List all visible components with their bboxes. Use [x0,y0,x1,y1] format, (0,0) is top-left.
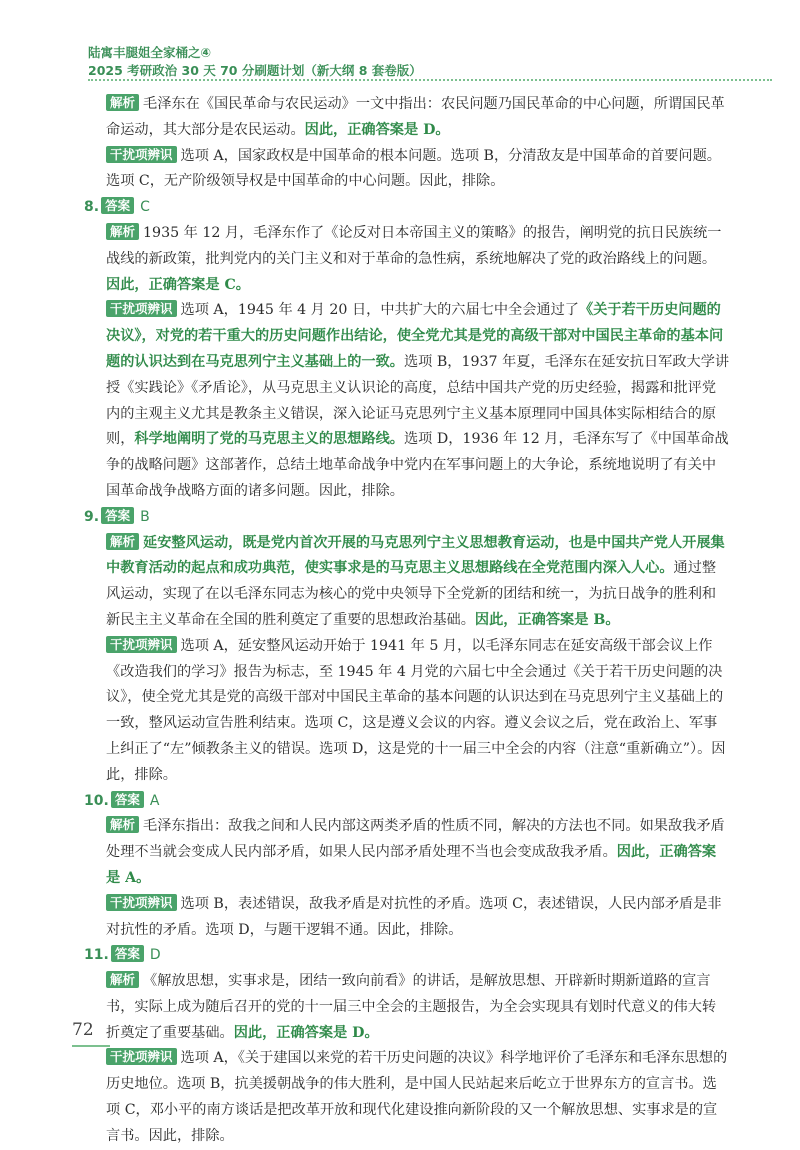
q9-header [84,505,730,531]
q8-distractor-a: 选项 A，1945 年 4 月 20 日，中共扩大的六届七中全会通过了 [180,302,579,319]
distractor-tag: 干扰项辨识 [106,300,177,317]
q7-analysis-conclusion: 因此，正确答案是 D。 [304,121,450,138]
answer-tag: 答案 [111,945,144,962]
q7-analysis [88,92,730,144]
q9-distractor [88,634,730,789]
answer-tag: 答案 [101,197,134,214]
q9-analysis-text: 通过整风运动，实现了在以毛泽东同志为核心的党中央领导下全党新的团结和统一，为抗日战争的胜利和新民主主义革命在全国的胜利奠定了重要的思想政治基础。 [106,560,717,628]
q9-answer: B [140,508,150,525]
q10-number: 10. [84,792,109,809]
header-series-title: 陆寓丰腿姐全家桶之④ [88,45,212,60]
distractor-tag: 干扰项辨识 [106,1048,177,1065]
q10-analysis [88,814,730,891]
q8-distractor-b: 选项 B，1937 年夏，毛泽东在延安抗日军政大学讲授《实践论》《矛盾论》，从马克思主义认识论的高度，总结中国共产党的历史经验，揭露和批评党内的主观主义尤其是教条主义错误，深入论证马克思列宁主义基本原理同中国具体实际相结合的原则， [106,353,730,448]
q8-distractor-d: 选项 D，1936 年 12 月，毛泽东写了《中国革命战争的战略问题》这部著作，总结土地革命战争中党内在军事问题上的大争论，系统地说明了有关中国革命战争战略方面的诸多问题。因此，排除。 [106,431,729,499]
q9-number: 9. [84,508,100,525]
q8-header [84,195,730,221]
page-number: 72 [72,1020,94,1040]
answer-tag: 答案 [111,791,144,808]
q11-analysis-conclusion: 因此，正确答案是 D。 [233,1024,379,1041]
analysis-tag: 解析 [106,223,139,240]
q9-distractor-text: 选项 A，延安整风运动开始于 1941 年 5 月，以毛泽东同志在延安高级干部会议上作《改造我们的学习》报告为标志，至 1945 年 4 月党的六届七中全会通过《关于若干历史问题的决议》，使全党尤其是党的高级干部对中国民主革命的基本问题的认识达到在马克思列宁主义基础上的一致，整风运动宣告胜利结束。选项 C，这是遵义会议的内容。遵义会议之后，党在政治上、军事上纠正了“左”倾教条主义的错误。选项 D，这是党的十一届三中全会的内容（注意“重新确立”）。因此，排除。 [106,637,726,783]
page-number-underline [72,1045,110,1047]
q8-distractor-highlight-2: 科学地阐明了党的马克思主义的思想路线。 [134,431,404,448]
q10-analysis-text: 毛泽东指出：敌我之间和人民内部这两类矛盾的性质不同，解决的方法也不同。如果敌我矛盾处理不当就会变成人民内部矛盾，如果人民内部矛盾处理不当也会变成敌我矛盾。 [106,818,725,861]
q9-analysis [88,531,730,634]
q11-analysis-text: 《解放思想，实事求是，团结一致向前看》的讲话，是解放思想、开辟新时期新道路的宣言书，实际上成为随后召开的党的十一届三中全会的主题报告，为全会实现具有划时代意义的伟大转折奠定了重要基础。 [106,973,717,1041]
q8-analysis-conclusion: 因此，正确答案是 C。 [106,276,250,293]
q8-distractor-highlight-1: 《关于若干历史问题的决议》，对党的若干重大的历史问题作出结论，使全党尤其是党的高级干部对中国民主革命的基本问题的认识达到在马克思列宁主义基础上的一致。 [106,302,724,370]
distractor-tag: 干扰项辨识 [106,146,177,163]
q8-analysis-text: 1935 年 12 月，毛泽东作了《论反对日本帝国主义的策略》的报告，阐明党的抗日民族统一战线的新政策，批判党内的关门主义和对于革命的急性病，系统地解决了党的政治路线上的问题。 [106,224,722,267]
distractor-tag: 干扰项辨识 [106,894,177,911]
analysis-tag: 解析 [106,971,139,988]
q10-distractor [88,892,730,944]
q11-header [84,943,730,969]
distractor-tag: 干扰项辨识 [106,636,177,653]
q7-analysis-text: 毛泽东在《国民革命与农民运动》一文中指出：农民问题乃国民革命的中心问题，所谓国民革命运动，其大部分是农民运动。 [106,96,725,138]
header-divider [88,79,772,81]
q10-header [84,789,730,815]
header-book-title: 2025 考研政治 30 天 70 分刷题计划（新大纲 8 套卷版） [88,63,422,78]
answer-tag: 答案 [101,507,134,524]
q7-distractor [88,144,730,196]
analysis-tag: 解析 [106,816,139,833]
q10-answer: A [149,792,160,809]
q8-answer: C [140,199,150,216]
q9-analysis-conclusion: 因此，正确答案是 B。 [474,611,620,628]
q10-analysis-conclusion: 因此，正确答案是 A。 [106,844,717,886]
q11-number: 11. [84,947,109,964]
q11-analysis [88,969,730,1046]
analysis-tag: 解析 [106,94,139,111]
q11-distractor [88,1046,730,1149]
q8-analysis [88,221,730,298]
analysis-tag: 解析 [106,533,139,550]
answer-content [84,92,730,1150]
q10-distractor-text: 选项 B，表述错误，敌我矛盾是对抗性的矛盾。选项 C，表述错误，人民内部矛盾是非对抗性的矛盾。选项 D，与题干逻辑不通。因此，排除。 [106,895,722,938]
q8-distractor [88,298,730,504]
q9-analysis-highlight: 延安整风运动，既是党内首次开展的马克思列宁主义思想教育运动，也是中国共产党人开展集中教育活动的起点和成功典范，使实事求是的马克思主义思想路线在全党范围内深入人心。 [106,534,725,577]
q7-distractor-text: 选项 A，国家政权是中国革命的根本问题。选项 B，分清敌友是中国革命的首要问题。选项 C，无产阶级领导权是中国革命的中心问题。因此，排除。 [106,147,721,190]
q11-answer: D [149,947,161,964]
page-header [88,44,422,80]
q11-distractor-text: 选项 A，《关于建国以来党的若干历史问题的决议》科学地评价了毛泽东和毛泽东思想的历史地位。选项 B，抗美援朝战争的伟大胜利，是中国人民站起来后屹立于世界东方的宣言书。选项 C，邓小平的南方谈话是把改革开放和现代化建设推向新阶段的又一个解放思想、实事求是的宣言书。因此，排除。 [106,1050,728,1144]
q8-number: 8. [84,199,100,216]
